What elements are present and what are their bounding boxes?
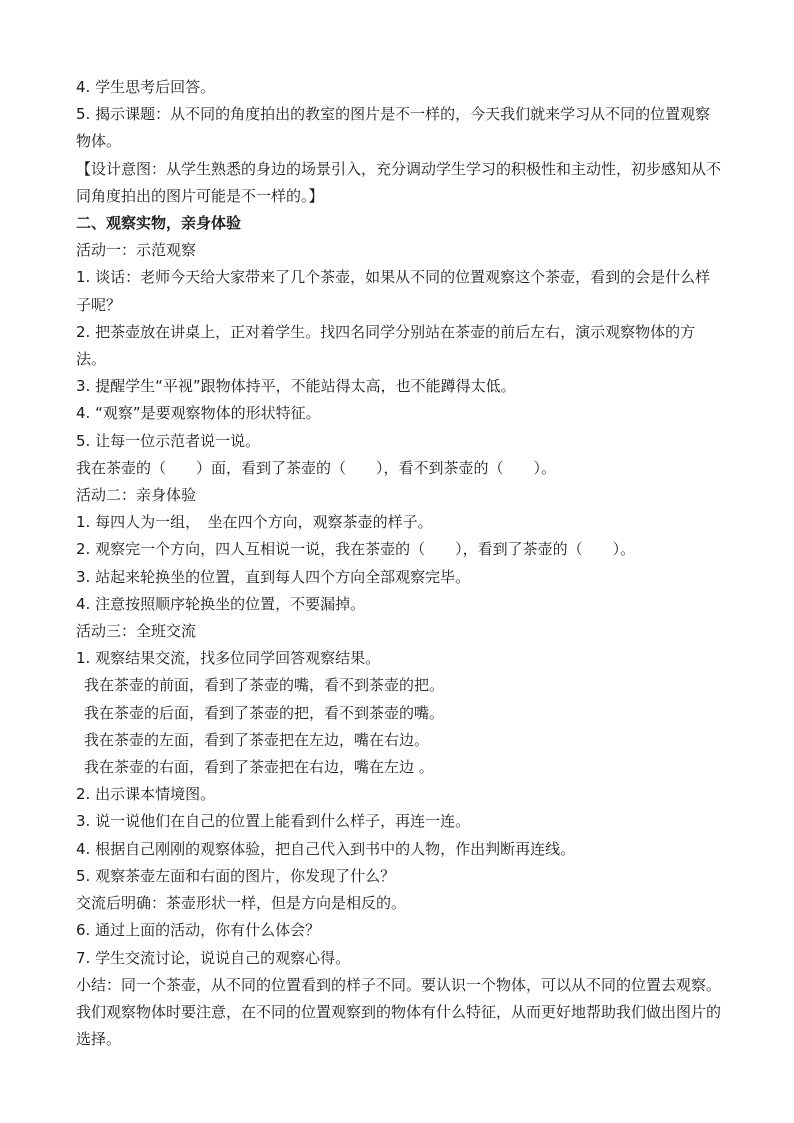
activity-three-step-7: 7. 学生交流讨论，说说自己的观察心得。 [76, 948, 351, 967]
activity-three-step-1: 1. 观察结果交流，找多位同学回答观察结果。 [76, 649, 381, 668]
activity-one-step-3: 3. 提醒学生“平视”跟物体持平，不能站得太高，也不能蹲得太低。 [76, 377, 516, 396]
activity-two-title: 活动二：亲身体验 [76, 486, 197, 505]
activity-two-step-4: 4. 注意按照顺序轮换坐的位置，不要漏掉。 [76, 594, 366, 613]
activity-one-step-2: 2. 把茶壶放在讲桌上，正对着学生。找四名同学分别站在茶壶的前后左右，演示观察物体的方法。 [76, 322, 696, 369]
summary: 小结：同一个茶壶，从不同的位置看到的样子不同。要认识一个物体，可以从不同的位置去观察。我们观察物体时要注意，在不同的位置观察到的物体有什么特征，从而更好地帮助我们做出图片的选择。 [76, 975, 722, 1049]
activity-three-step-3: 3. 说一说他们在自己的位置上能看到什么样子，再连一连。 [76, 812, 471, 831]
activity-three-title: 活动三：全班交流 [76, 622, 197, 641]
activity-two-step-2: 2. 观察完一个方向，四人互相说一说，我在茶壶的（ ），看到了茶壶的（ ）。 [76, 540, 636, 559]
section-heading-observe: 二、观察实物，亲身体验 [76, 214, 242, 233]
fill-in-sentence: 我在茶壶的（ ）面，看到了茶壶的（ ），看不到茶壶的（ ）。 [76, 458, 557, 477]
activity-two-step-3: 3. 站起来轮换坐的位置，直到每人四个方向全部观察完毕。 [76, 567, 471, 586]
activity-three-step-2: 2. 出示课本情境图。 [76, 785, 216, 804]
result-front: 我在茶壶的前面，看到了茶壶的嘴，看不到茶壶的把。 [84, 676, 445, 695]
result-left: 我在茶壶的左面，看到了茶壶把在左边，嘴在右边。 [84, 730, 430, 749]
activity-three-step-4: 4. 根据自己刚刚的观察体验，把自己代入到书中的人物，作出判断再连线。 [76, 839, 576, 858]
activity-two-step-1: 1. 每四人为一组， 坐在四个方向，观察茶壶的样子。 [76, 513, 433, 532]
step-4-answer: 4. 学生思考后回答。 [76, 78, 216, 96]
result-right: 我在茶壶的右面，看到了茶壶把在右边，嘴在左边 。 [84, 758, 434, 777]
activity-one-step-1: 1. 谈话：老师今天给大家带来了几个茶壶，如果从不同的位置观察这个茶壶，看到的会是什么样子呢？ [76, 268, 711, 314]
activity-one-title: 活动一：示范观察 [76, 241, 197, 260]
activity-one-step-4: 4. “观察”是要观察物体的形状特征。 [76, 404, 321, 423]
result-back: 我在茶壶的后面，看到了茶壶的把，看不到茶壶的嘴。 [84, 703, 445, 722]
activity-three-step-5: 5. 观察茶壶左面和右面的图片，你发现了什么？ [76, 866, 396, 885]
activity-three-step-6: 6. 通过上面的活动，你有什么体会？ [76, 921, 321, 940]
step-5-topic: 5. 揭示课题：从不同的角度拍出的教室的图片是不一样的，今天我们就来学习从不同的位置观察物体。 [76, 105, 711, 151]
design-intent: 【设计意图：从学生熟悉的身边的场景引入，充分调动学生学习的积极性和主动性，初步感知从不同角度拍出的图片可能是不一样的。】 [76, 159, 722, 205]
document-body [76, 74, 722, 1053]
clarification: 交流后明确：茶壶形状一样，但是方向是相反的。 [76, 894, 407, 913]
activity-one-step-5: 5. 让每一位示范者说一说。 [76, 431, 261, 450]
